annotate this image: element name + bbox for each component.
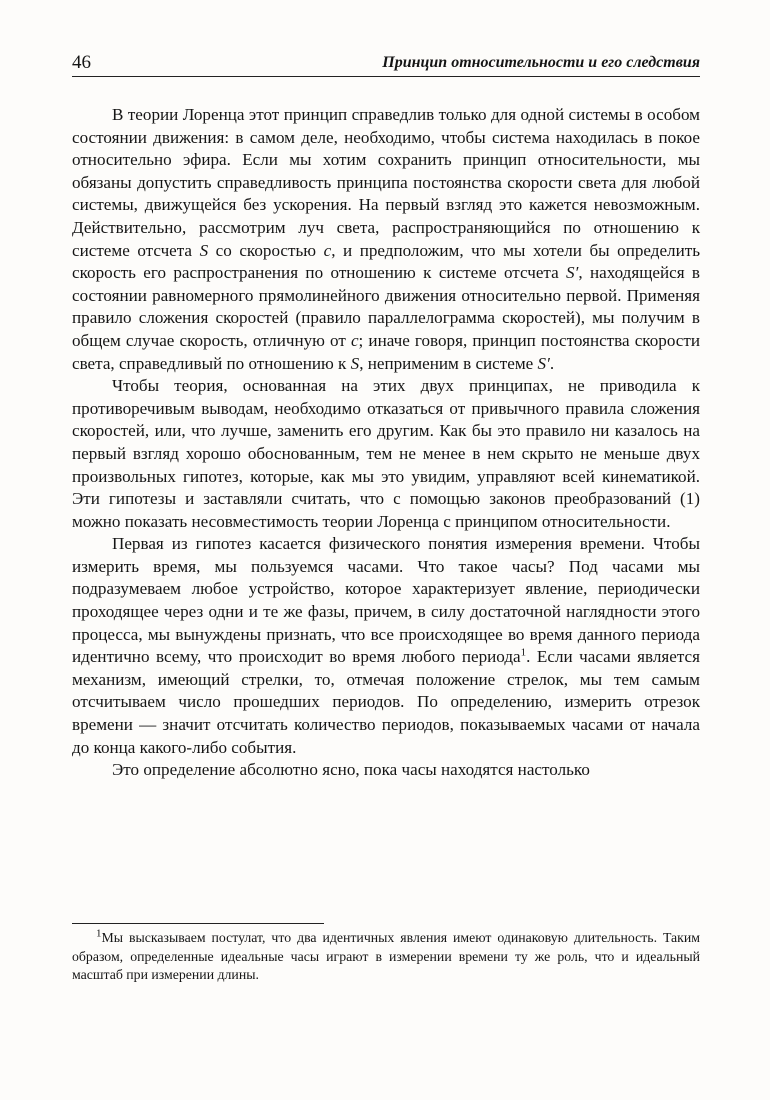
footnote-separator (72, 923, 324, 924)
paragraph-4: Это определение абсолютно ясно, пока часы находятся настолько (112, 760, 590, 780)
footnote (72, 929, 700, 985)
text-run: Первая из гипотез касается физического понятия измерения времени. Чтобы измерить время, мы пользуемся часами. Что такое часы? Под часами мы подразумеваем любое устройство, которое характеризует явление, периодически проходящее через одни и те же фазы, причем, в силу достаточной наглядности этого процесса, мы вынуждены признать, что все происходящее во время данного периода идентично всему, что происходит во время любого периода (72, 534, 700, 667)
math-symbol: S (199, 240, 209, 260)
text-run: , неприменим в системе (359, 353, 538, 373)
paragraph-2: Чтобы теория, основанная на этих двух принципах, не приводила к противоречивым выводам, необходимо отказаться от привычного правила сложения скоростей, или, что лучше, заменить его другим. Как бы это правило ни казалось на первый взгляд хорошо обоснованным, тем не менее в нем скрыто не меньше двух произвольных гипотез, которые, как мы это увидим, управляют всей кинематикой. Эти гипотезы и заставляли считать, что с помощью законов преобразований (1) можно показать несовместимость теории Лоренца с принципом относительности. (72, 376, 700, 531)
math-symbol: S (350, 353, 360, 373)
text-run: В теории Лоренца этот принцип справедлив только для одной системы в особом состоянии движения: в самом деле, необходимо, чтобы система находилась в покое относительно эфира. Если мы хотим сохранить принцип относительности, мы обязаны допустить справедливость принципа постоянства скорости света для любой системы, движущейся без ускорения. На первый взгляд это кажется невозможным. Действительно, рассмотрим луч света, распространяющийся по отношению к системе отсчета (72, 105, 700, 260)
math-symbol: S′ (566, 263, 579, 283)
body-text (72, 104, 700, 782)
math-symbol: S′ (537, 353, 550, 373)
text-run: . (549, 353, 555, 373)
footnote-reference[interactable]: 1 (520, 646, 527, 659)
text-run: , находящейся в состоянии равномерного прямолинейного движения относительно первой. Применяя правило сложения скоростей (правило параллелограмма скоростей), мы получим в общем случае скорость, отличную от (72, 263, 701, 350)
page-header (72, 50, 700, 77)
text-run: со скоростью (208, 240, 324, 260)
paragraph-3 (72, 533, 700, 759)
footnote-mark: 1 (96, 927, 102, 940)
text-run: , и предположим, что мы хотели бы определить скорость его распространения по отношению к системе отсчета (72, 240, 701, 283)
running-title: Принцип относительности и его следствия (382, 54, 700, 71)
text-run: . Если часами является механизм, имеющий стрелки, то, отмечая положение стрелок, мы тем самым отсчитываем число прошедших периодов. По определению, измерить отрезок времени — значит отсчитать количество периодов, показываемых часами от начала до конца какого-либо события. (72, 647, 700, 757)
text-run: ; иначе говоря, принцип постоянства скорости света, справедливый по отношению к (72, 330, 700, 373)
math-symbol: c (350, 330, 359, 350)
math-symbol: c (323, 240, 332, 260)
footnote-text: Мы высказываем постулат, что два идентичных явления имеют одинаковую длительность. Таким образом, определенные идеальные часы играют в измерении времени ту же роль, что и идеальный масштаб при измерении длины. (72, 930, 700, 983)
page-number: 46 (72, 52, 91, 73)
paragraph-1 (72, 104, 700, 375)
